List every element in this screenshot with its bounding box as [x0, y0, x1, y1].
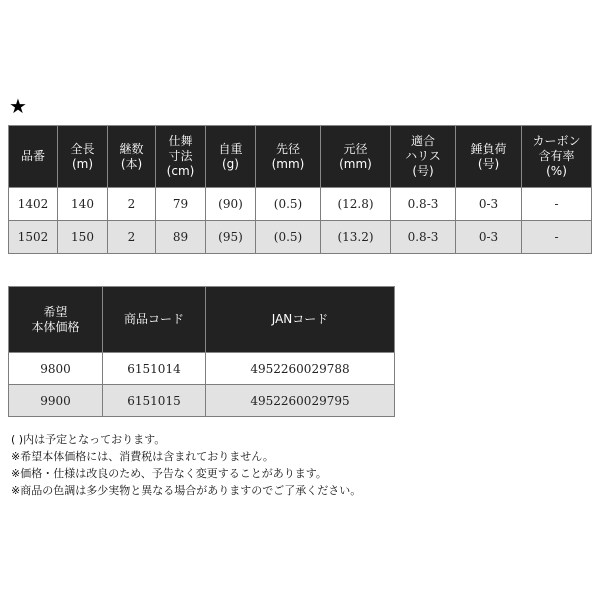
- price-cell: 6151015: [103, 385, 206, 417]
- spec-cell: 0.8-3: [391, 221, 456, 254]
- spec-cell: (0.5): [256, 221, 321, 254]
- spec-cell: 1502: [9, 221, 58, 254]
- price-header-cell: 希望 本体価格: [9, 287, 103, 353]
- spec-cell: -: [522, 188, 592, 221]
- spec-cell: 0-3: [456, 221, 522, 254]
- price-cell: 9800: [9, 353, 103, 385]
- price-row: [9, 385, 395, 417]
- spec-cell: 0-3: [456, 188, 522, 221]
- price-cell: 9900: [9, 385, 103, 417]
- spec-cell: 79: [156, 188, 206, 221]
- note-line: ( )内は予定となっております。: [11, 433, 166, 446]
- spec-cell: 1402: [9, 188, 58, 221]
- spec-header-cell: 品番: [9, 126, 58, 188]
- spec-cell: 140: [58, 188, 108, 221]
- price-row: [9, 353, 395, 385]
- price-table: [8, 286, 395, 417]
- note-line: ※商品の色調は多少実物と異なる場合がありますのでご了承ください。: [11, 484, 362, 497]
- price-header-row: [9, 287, 395, 353]
- spec-header-cell: 継数 (本): [108, 126, 156, 188]
- notes: [11, 431, 361, 499]
- spec-cell: 0.8-3: [391, 188, 456, 221]
- price-cell: 4952260029795: [206, 385, 395, 417]
- spec-table: [8, 125, 592, 254]
- spec-header-cell: 全長 (m): [58, 126, 108, 188]
- spec-header-cell: 仕舞 寸法 (cm): [156, 126, 206, 188]
- spec-cell: (13.2): [321, 221, 391, 254]
- spec-cell: 89: [156, 221, 206, 254]
- spec-header-row: [9, 126, 592, 188]
- star-mark: ★: [9, 94, 27, 118]
- spec-row: [9, 221, 592, 254]
- spec-cell: (95): [206, 221, 256, 254]
- note-line: ※希望本体価格には、消費税は含まれておりません。: [11, 450, 274, 463]
- spec-header-cell: 自重 (g): [206, 126, 256, 188]
- spec-cell: -: [522, 221, 592, 254]
- spec-header-cell: 元径 (mm): [321, 126, 391, 188]
- spec-cell: 150: [58, 221, 108, 254]
- spec-header-cell: 錘負荷 (号): [456, 126, 522, 188]
- spec-header-cell: 先径 (mm): [256, 126, 321, 188]
- note-line: ※価格・仕様は改良のため、予告なく変更することがあります。: [11, 467, 327, 480]
- price-cell: 4952260029788: [206, 353, 395, 385]
- spec-cell: 2: [108, 188, 156, 221]
- price-header-cell: JANコード: [206, 287, 395, 353]
- price-header-cell: 商品コード: [103, 287, 206, 353]
- spec-cell: (0.5): [256, 188, 321, 221]
- spec-row: [9, 188, 592, 221]
- price-cell: 6151014: [103, 353, 206, 385]
- spec-cell: (12.8): [321, 188, 391, 221]
- spec-cell: 2: [108, 221, 156, 254]
- spec-cell: (90): [206, 188, 256, 221]
- spec-header-cell: カーボン 含有率 (%): [522, 126, 592, 188]
- spec-header-cell: 適合 ハリス (号): [391, 126, 456, 188]
